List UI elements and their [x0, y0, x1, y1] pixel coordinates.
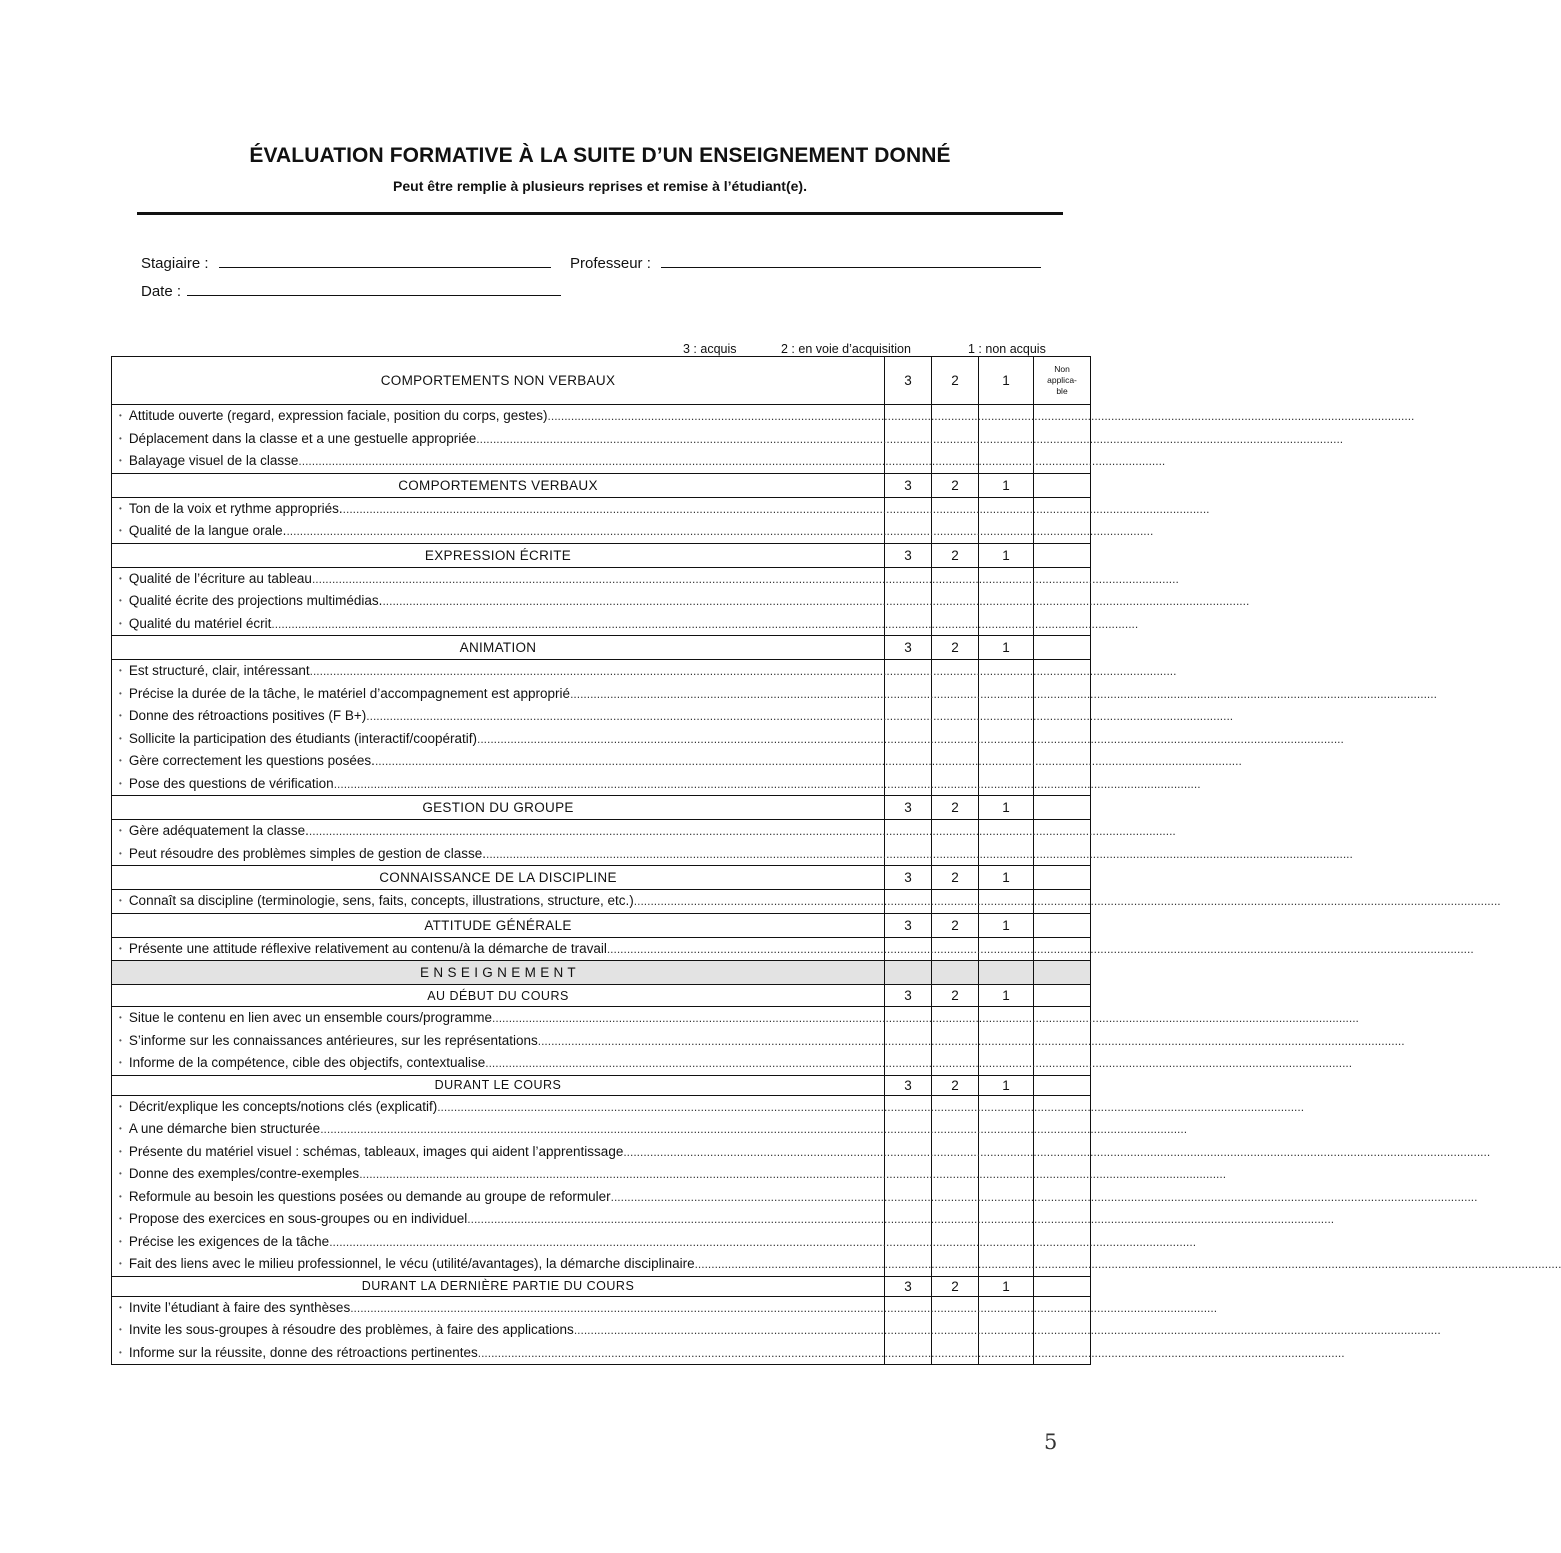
- criterion-item: [112, 1141, 1491, 1164]
- leader-dots: ....................................................................................................................................................................................................................................................................: [477, 731, 1344, 746]
- criteria-row: [112, 890, 1091, 914]
- section-header-row: [112, 866, 1091, 890]
- criterion-item: [112, 1297, 1218, 1320]
- bullet-icon: •: [119, 526, 122, 535]
- bullet-icon: •: [119, 1101, 122, 1111]
- criteria-list: [112, 937, 1474, 961]
- bullet-icon: •: [119, 1191, 122, 1201]
- bullet-icon: •: [119, 666, 122, 675]
- section-header-row: [112, 473, 1091, 497]
- section-header-row: [112, 985, 1091, 1007]
- criterion-item: [112, 450, 1166, 473]
- criterion-text: Précise les exigences de la tâche: [128, 1233, 330, 1249]
- criterion-item: [112, 705, 1234, 728]
- section-title: COMPORTEMENTS NON VERBAUX: [112, 357, 885, 405]
- criterion-text: Connaît sa discipline (terminologie, sens, faits, concepts, illustrations, structure, etc.): [128, 893, 634, 908]
- bullet-icon: •: [119, 1214, 122, 1223]
- section-title: ANIMATION: [112, 636, 885, 660]
- score-header-3: 3: [885, 796, 932, 820]
- criterion-item: [112, 773, 1201, 796]
- leader-dots: ....................................................................................................................................................................................................................................................................: [492, 1011, 1359, 1025]
- bullet-icon: •: [119, 1169, 122, 1178]
- criterion-text: Attitude ouverte (regard, expression faciale, position du corps, gestes): [128, 408, 548, 423]
- criterion-item: [112, 405, 1415, 428]
- score-header-2: 2: [932, 985, 979, 1007]
- section-title: COMPORTEMENTS VERBAUX: [112, 473, 885, 497]
- leader-dots: ....................................................................................................................................................................................................................................................................: [309, 664, 1177, 678]
- legend-acquis: 3 : acquis: [683, 342, 737, 356]
- leader-dots: ....................................................................................................................................................................................................................................................................: [547, 409, 1415, 423]
- leader-dots: ....................................................................................................................................................................................................................................................................: [311, 571, 1179, 586]
- score-header-3: 3: [885, 866, 932, 890]
- leader-dots: ....................................................................................................................................................................................................................................................................: [467, 1212, 1335, 1226]
- score-header-not-applicable: [1034, 985, 1091, 1007]
- bullet-icon: •: [119, 1013, 122, 1022]
- legend-en-voie: 2 : en voie d’acquisition: [781, 342, 911, 356]
- criteria-list: [112, 820, 1353, 866]
- date-input-line[interactable]: [187, 283, 561, 296]
- criteria-list: [112, 497, 1210, 543]
- leader-dots: ....................................................................................................................................................................................................................................................................: [359, 1167, 1227, 1181]
- leader-dots: ....................................................................................................................................................................................................................................................................: [573, 1323, 1441, 1337]
- bullet-icon: •: [119, 1058, 122, 1067]
- leader-dots: ....................................................................................................................................................................................................................................................................: [333, 776, 1201, 791]
- leader-dots: ....................................................................................................................................................................................................................................................................: [350, 1300, 1218, 1315]
- leader-dots: ....................................................................................................................................................................................................................................................................: [633, 894, 1501, 908]
- criterion-item: [112, 1342, 1345, 1365]
- score-header-not-applicable: [1034, 1276, 1091, 1296]
- score-cell: [885, 961, 932, 985]
- criterion-item: [112, 843, 1353, 866]
- criteria-row: [112, 497, 1091, 543]
- bullet-icon: •: [119, 778, 122, 788]
- stagiaire-field: [141, 255, 551, 272]
- bullet-icon: •: [119, 456, 122, 465]
- criterion-text: Donne des rétroactions positives (F B+): [128, 708, 367, 723]
- criteria-list: [112, 567, 1250, 636]
- bullet-icon: •: [119, 411, 122, 420]
- leader-dots: ....................................................................................................................................................................................................................................................................: [570, 686, 1437, 701]
- criterion-item: [112, 938, 1474, 961]
- score-header-1: 1: [979, 866, 1034, 890]
- criterion-text: Précise la durée de la tâche, le matériel d’accompagnement est approprié: [128, 685, 571, 701]
- criterion-item: [112, 1253, 1561, 1276]
- leader-dots: ....................................................................................................................................................................................................................................................................: [476, 431, 1344, 446]
- score-header-not-applicable: [1034, 913, 1091, 937]
- criterion-text: Situe le contenu en lien avec un ensemble cours/programme: [128, 1010, 493, 1025]
- criterion-text: Informe de la compétence, cible des objectifs, contextualise: [128, 1055, 486, 1070]
- score-header-2: 2: [932, 357, 979, 405]
- score-cell: [979, 961, 1034, 985]
- section-header-row: [112, 796, 1091, 820]
- criterion-item: [112, 1231, 1197, 1254]
- score-header-3: 3: [885, 985, 932, 1007]
- score-header-2: 2: [932, 543, 979, 567]
- criterion-text: Sollicite la participation des étudiants (interactif/coopératif): [128, 730, 477, 746]
- criterion-item: [112, 750, 1242, 773]
- bullet-icon: •: [119, 1325, 122, 1334]
- criteria-row: [112, 937, 1091, 961]
- section-header-row: [112, 636, 1091, 660]
- criterion-text: Invite l’étudiant à faire des synthèses: [128, 1299, 351, 1315]
- leader-dots: ....................................................................................................................................................................................................................................................................: [606, 941, 1474, 956]
- score-header-3: 3: [885, 1075, 932, 1095]
- score-header-2: 2: [932, 1276, 979, 1296]
- section-header-row: [112, 961, 1091, 985]
- criterion-item: [112, 1030, 1405, 1053]
- criterion-text: Informe sur la réussite, donne des rétroactions pertinentes: [128, 1344, 478, 1360]
- professeur-input-line[interactable]: [661, 255, 1041, 268]
- bullet-icon: •: [119, 618, 122, 628]
- bullet-icon: •: [119, 848, 122, 858]
- criterion-item: [112, 1208, 1335, 1231]
- criteria-list: [112, 1007, 1405, 1076]
- section-title: AU DÉBUT DU COURS: [112, 985, 885, 1007]
- leader-dots: ....................................................................................................................................................................................................................................................................: [374, 754, 1242, 768]
- header-divider: [137, 212, 1063, 215]
- section-header-row: [112, 543, 1091, 567]
- criterion-text: Pose des questions de vérification: [128, 775, 334, 791]
- score-header-3: 3: [885, 543, 932, 567]
- legend-non-acquis: 1 : non acquis: [968, 342, 1046, 356]
- leader-dots: ....................................................................................................................................................................................................................................................................: [329, 1234, 1197, 1249]
- criterion-item: [112, 1186, 1478, 1209]
- criterion-item: [112, 683, 1437, 706]
- date-label: Date :: [141, 283, 182, 300]
- score-header-2: 2: [932, 913, 979, 937]
- criterion-item: [112, 520, 1154, 543]
- leader-dots: ....................................................................................................................................................................................................................................................................: [437, 1099, 1305, 1114]
- section-title: DURANT LA DERNIÈRE PARTIE DU COURS: [112, 1276, 885, 1296]
- stagiaire-label: Stagiaire :: [141, 255, 209, 272]
- score-header-2: 2: [932, 866, 979, 890]
- evaluation-grid: [111, 356, 1561, 1365]
- score-cell: [1034, 961, 1091, 985]
- score-header-1: 1: [979, 636, 1034, 660]
- criterion-text: Invite les sous-groupes à résoudre des problèmes, à faire des applications: [128, 1322, 574, 1337]
- score-header-1: 1: [979, 473, 1034, 497]
- criteria-row: [112, 1095, 1091, 1276]
- criterion-item: [112, 890, 1501, 913]
- bullet-icon: •: [119, 503, 122, 513]
- criterion-text: Donne des exemples/contre-exemples: [128, 1166, 360, 1181]
- section-header-row: [112, 913, 1091, 937]
- criterion-text: Qualité écrite des projections multimédias.: [128, 593, 383, 608]
- score-cell: [932, 961, 979, 985]
- criteria-list: [112, 1095, 1561, 1276]
- section-header-row: [112, 1075, 1091, 1095]
- leader-dots: ....................................................................................................................................................................................................................................................................: [477, 1345, 1345, 1360]
- not-applicable-label-part: Non: [1054, 364, 1070, 374]
- section-title: EXPRESSION ÉCRITE: [112, 543, 885, 567]
- score-header-1: 1: [979, 1075, 1034, 1095]
- criterion-text: Qualité du matériel écrit: [128, 615, 272, 631]
- score-header-3: 3: [885, 357, 932, 405]
- leader-dots: ....................................................................................................................................................................................................................................................................: [342, 501, 1210, 516]
- criterion-text: Fait des liens avec le milieu professionnel, le vécu (utilité/avantages), la démarche disciplinaire: [128, 1256, 695, 1271]
- score-header-not-applicable: [1034, 543, 1091, 567]
- section-title: CONNAISSANCE DE LA DISCIPLINE: [112, 866, 885, 890]
- criterion-item: [112, 568, 1179, 591]
- criterion-text: Déplacement dans la classe et a une gestuelle appropriée: [128, 430, 477, 446]
- score-header-1: 1: [979, 1276, 1034, 1296]
- not-applicable-label-part: ble: [1056, 386, 1068, 396]
- section-title: ATTITUDE GÉNÉRALE: [112, 913, 885, 937]
- page-subtitle: Peut être remplie à plusieurs reprises et remise à l’étudiant(e).: [393, 178, 807, 194]
- leader-dots: ....................................................................................................................................................................................................................................................................: [366, 709, 1234, 723]
- criterion-item: [112, 590, 1250, 613]
- score-header-3: 3: [885, 636, 932, 660]
- leader-dots: ....................................................................................................................................................................................................................................................................: [320, 1122, 1188, 1136]
- criterion-text: Qualité de la langue orale.: [128, 523, 287, 538]
- date-field: [141, 283, 561, 300]
- bullet-icon: •: [119, 826, 122, 835]
- score-header-1: 1: [979, 543, 1034, 567]
- score-header-2: 2: [932, 636, 979, 660]
- criterion-item: [112, 660, 1177, 683]
- criterion-item: [112, 1163, 1227, 1186]
- criterion-item: [112, 1319, 1441, 1342]
- criterion-text: Décrit/explique les concepts/notions clés (explicatif): [128, 1098, 438, 1114]
- criterion-text: Est structuré, clair, intéressant: [128, 663, 310, 678]
- criteria-list: [112, 890, 1501, 914]
- criteria-row: [112, 660, 1091, 796]
- criterion-item: [112, 820, 1176, 843]
- criterion-text: Gère correctement les questions posées.: [128, 753, 375, 768]
- score-header-3: 3: [885, 473, 932, 497]
- criterion-text: Peut résoudre des problèmes simples de gestion de classe.: [128, 845, 487, 861]
- criterion-item: [112, 428, 1344, 451]
- leader-dots: ....................................................................................................................................................................................................................................................................: [298, 454, 1166, 468]
- criterion-item: [112, 1007, 1359, 1030]
- criterion-text: Ton de la voix et rythme appropriés.: [128, 500, 343, 516]
- leader-dots: ....................................................................................................................................................................................................................................................................: [610, 1189, 1478, 1204]
- leader-dots: ....................................................................................................................................................................................................................................................................: [485, 1056, 1353, 1070]
- stagiaire-input-line[interactable]: [219, 255, 551, 268]
- criterion-text: Présente une attitude réflexive relativement au contenu/à la démarche de travail: [128, 940, 607, 956]
- criterion-item: [112, 1052, 1353, 1075]
- bullet-icon: •: [119, 596, 122, 605]
- bullet-icon: •: [119, 1124, 122, 1133]
- leader-dots: ....................................................................................................................................................................................................................................................................: [271, 616, 1139, 631]
- bullet-icon: •: [119, 896, 122, 905]
- score-header-2: 2: [932, 473, 979, 497]
- section-header-row: [112, 357, 1091, 405]
- page-title: ÉVALUATION FORMATIVE À LA SUITE D’UN ENSEIGNEMENT DONNÉ: [249, 144, 951, 167]
- criteria-list: [112, 1296, 1441, 1365]
- score-header-not-applicable: [1034, 866, 1091, 890]
- criterion-item: [112, 1118, 1188, 1141]
- bullet-icon: •: [119, 733, 122, 743]
- bullet-icon: •: [119, 1302, 122, 1312]
- section-title: DURANT LE COURS: [112, 1075, 885, 1095]
- score-header-3: 3: [885, 913, 932, 937]
- score-header-2: 2: [932, 1075, 979, 1095]
- leader-dots: ....................................................................................................................................................................................................................................................................: [623, 1144, 1491, 1159]
- score-header-not-applicable: [1034, 636, 1091, 660]
- criteria-list: [112, 405, 1415, 474]
- score-header-not-applicable: [1034, 796, 1091, 820]
- score-header-not-applicable: [1034, 1075, 1091, 1095]
- criterion-item: [112, 498, 1210, 521]
- bullet-icon: •: [119, 573, 122, 583]
- bullet-icon: •: [119, 943, 122, 953]
- professeur-label: Professeur :: [570, 255, 651, 272]
- not-applicable-label-part: applica-: [1047, 375, 1077, 385]
- criterion-text: Reformule au besoin les questions posées ou demande au groupe de reformuler: [128, 1188, 611, 1204]
- criterion-text: Propose des exercices en sous-groupes ou en individuel: [128, 1211, 468, 1226]
- bullet-icon: •: [119, 756, 122, 765]
- criterion-text: Qualité de l’écriture au tableau: [128, 570, 312, 586]
- page-number: 5: [1044, 1430, 1058, 1454]
- bullet-icon: •: [119, 1035, 122, 1045]
- criterion-item: [112, 613, 1139, 636]
- section-title: E N S E I G N E M E N T: [112, 961, 885, 985]
- bullet-icon: •: [119, 433, 122, 443]
- criterion-item: [112, 1096, 1305, 1119]
- bullet-icon: •: [119, 711, 122, 720]
- leader-dots: ....................................................................................................................................................................................................................................................................: [286, 524, 1154, 538]
- leader-dots: ....................................................................................................................................................................................................................................................................: [308, 824, 1176, 838]
- section-header-row: [112, 1276, 1091, 1296]
- leader-dots: ....................................................................................................................................................................................................................................................................: [486, 846, 1353, 861]
- bullet-icon: •: [119, 1347, 122, 1357]
- score-header-3: 3: [885, 1276, 932, 1296]
- bullet-icon: •: [119, 1146, 122, 1156]
- criterion-text: A une démarche bien structurée: [128, 1121, 321, 1136]
- score-header-1: 1: [979, 985, 1034, 1007]
- criteria-row: [112, 405, 1091, 474]
- criterion-text: Présente du matériel visuel : schémas, tableaux, images qui aident l’apprentissage: [128, 1143, 624, 1159]
- score-header-not-applicable: [1034, 473, 1091, 497]
- bullet-icon: •: [119, 1236, 122, 1246]
- bullet-icon: •: [119, 1259, 122, 1268]
- score-header-not-applicable: [1034, 357, 1091, 405]
- criteria-row: [112, 567, 1091, 636]
- leader-dots: ....................................................................................................................................................................................................................................................................: [694, 1257, 1561, 1271]
- criterion-text: Balayage visuel de la classe: [128, 453, 299, 468]
- criterion-text: Gère adéquatement la classe.: [128, 823, 309, 838]
- criteria-row: [112, 1296, 1091, 1365]
- criteria-row: [112, 1007, 1091, 1076]
- score-header-2: 2: [932, 796, 979, 820]
- bullet-icon: •: [119, 688, 122, 698]
- criterion-item: [112, 728, 1344, 751]
- section-title: GESTION DU GROUPE: [112, 796, 885, 820]
- score-header-1: 1: [979, 357, 1034, 405]
- criteria-row: [112, 820, 1091, 866]
- criterion-text: S’informe sur les connaissances antérieures, sur les représentations: [128, 1032, 538, 1048]
- score-header-1: 1: [979, 796, 1034, 820]
- criteria-list: [112, 660, 1437, 796]
- leader-dots: ....................................................................................................................................................................................................................................................................: [382, 594, 1250, 608]
- professeur-field: [570, 255, 1041, 272]
- score-header-1: 1: [979, 913, 1034, 937]
- leader-dots: ....................................................................................................................................................................................................................................................................: [537, 1033, 1405, 1048]
